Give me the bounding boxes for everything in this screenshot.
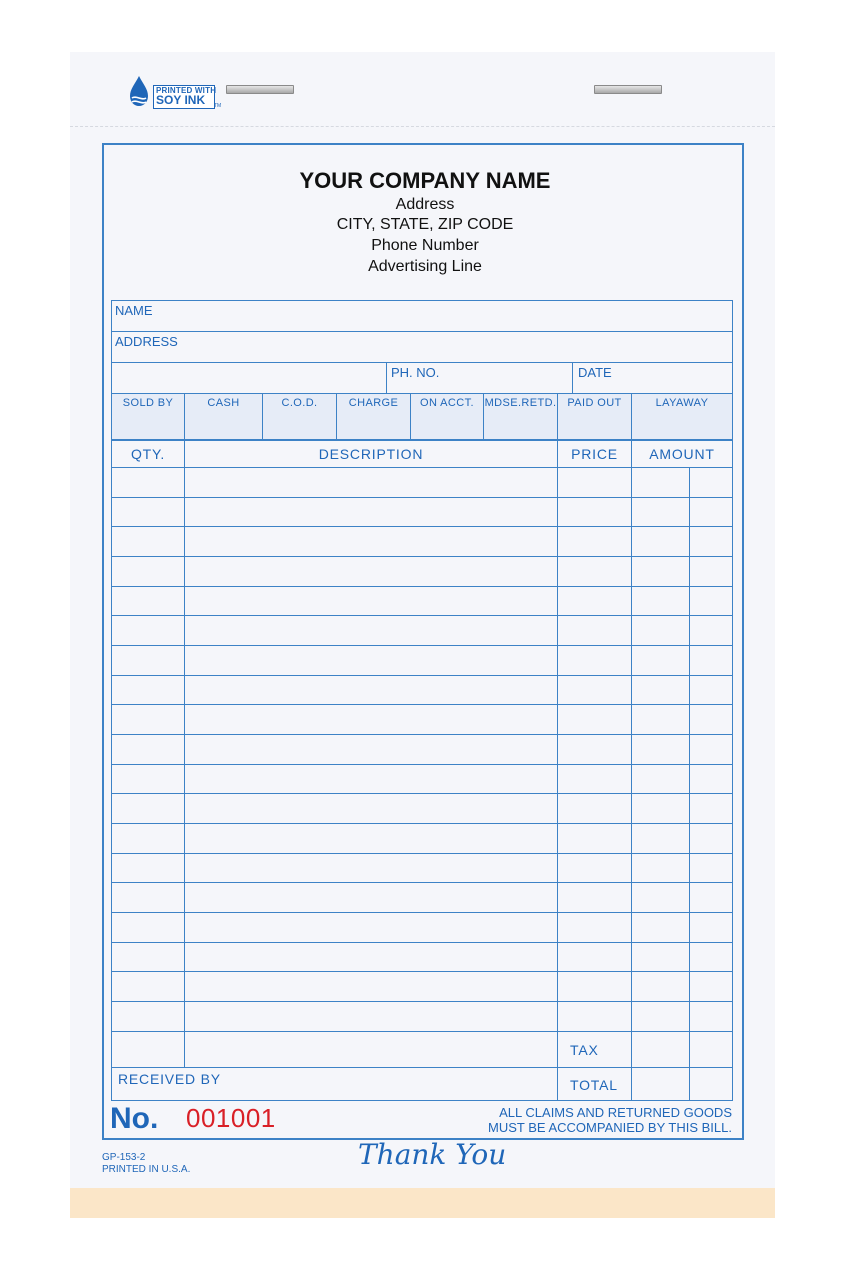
- grid-line: [111, 1001, 733, 1002]
- grid-line: [111, 734, 733, 735]
- claims-line-1: ALL CLAIMS AND RETURNED GOODS: [499, 1105, 732, 1120]
- payment-on-account: ON ACCT.: [420, 397, 474, 409]
- ink-drop-icon: [126, 74, 152, 110]
- column-qty: QTY.: [130, 446, 166, 462]
- form-code: GP-153-2: [102, 1152, 146, 1163]
- form-number: 001001: [186, 1103, 276, 1133]
- grid-line: [111, 793, 733, 794]
- grid-line: [732, 300, 733, 1101]
- tax-label: TAX: [570, 1042, 599, 1058]
- grid-line: [111, 823, 733, 824]
- company-city: CITY, STATE, ZIP CODE: [336, 216, 514, 233]
- company-advertising: Advertising Line: [368, 258, 482, 275]
- grid-line: [111, 1100, 733, 1101]
- grid-line: [111, 467, 733, 468]
- grid-line: [111, 853, 733, 854]
- grid-line: [111, 526, 733, 527]
- grid-line: [111, 362, 733, 363]
- grid-line: [631, 439, 632, 1100]
- name-field-label: NAME: [115, 303, 153, 318]
- binding-slot-right: [594, 85, 662, 94]
- company-address: Address: [395, 196, 455, 213]
- grid-line: [111, 1067, 733, 1068]
- grid-line: [111, 912, 733, 913]
- company-name: YOUR COMPANY NAME: [299, 168, 551, 193]
- grid-line: [111, 300, 112, 1101]
- perforation-line: [70, 126, 775, 127]
- received-by-label: RECEIVED BY: [118, 1071, 221, 1087]
- soy-ink-badge: [126, 74, 220, 110]
- address-field-label: ADDRESS: [115, 334, 178, 349]
- grid-line: [111, 882, 733, 883]
- grid-line: [111, 1031, 733, 1032]
- badge-line2: SOY INK: [156, 93, 206, 107]
- grid-line: [111, 704, 733, 705]
- grid-line: [111, 645, 733, 646]
- company-phone: Phone Number: [371, 237, 479, 254]
- grid-line: [111, 764, 733, 765]
- claims-notice: [470, 1105, 732, 1135]
- grid-line: [184, 439, 185, 1067]
- badge-trademark: TM: [214, 103, 222, 109]
- column-price: PRICE: [571, 446, 618, 462]
- carbon-strip: [70, 1188, 775, 1218]
- column-amount: AMOUNT: [649, 446, 715, 462]
- grid-line: [111, 971, 733, 972]
- total-label: TOTAL: [570, 1077, 618, 1093]
- grid-line: [386, 362, 387, 393]
- grid-line: [111, 556, 733, 557]
- grid-line: [557, 439, 558, 1100]
- date-field-label: DATE: [578, 365, 612, 380]
- binding-slot-left: [226, 85, 294, 94]
- column-description: DESCRIPTION: [318, 446, 424, 462]
- payment-cash: CASH: [207, 397, 240, 409]
- grid-line: [111, 439, 733, 441]
- grid-line: [111, 615, 733, 616]
- grid-line: [111, 675, 733, 676]
- payment-cod: C.O.D.: [281, 397, 318, 409]
- phone-field-label: PH. NO.: [391, 365, 440, 380]
- form-number-label: No.: [110, 1102, 159, 1135]
- grid-line: [111, 586, 733, 587]
- payment-layaway: LAYAWAY: [655, 397, 709, 409]
- form-border: [102, 143, 744, 1140]
- grid-line: [689, 467, 690, 1100]
- grid-line: [111, 331, 733, 332]
- payment-paid-out: PAID OUT: [567, 397, 622, 409]
- grid-line: [572, 362, 573, 393]
- thank-you-script: Thank You: [358, 1138, 507, 1171]
- payment-sold-by: SOLD BY: [122, 397, 174, 409]
- grid-line: [111, 300, 733, 301]
- claims-line-2: MUST BE ACCOMPANIED BY THIS BILL.: [488, 1120, 732, 1135]
- payment-charge: CHARGE: [348, 397, 399, 409]
- grid-line: [111, 497, 733, 498]
- payment-merchandise-returned: MDSE.RETD.: [484, 397, 557, 409]
- badge-line1: PRINTED WITH: [156, 86, 217, 95]
- grid-line: [111, 942, 733, 943]
- grid-line: [111, 393, 733, 394]
- printed-in-usa: PRINTED IN U.S.A.: [102, 1164, 191, 1175]
